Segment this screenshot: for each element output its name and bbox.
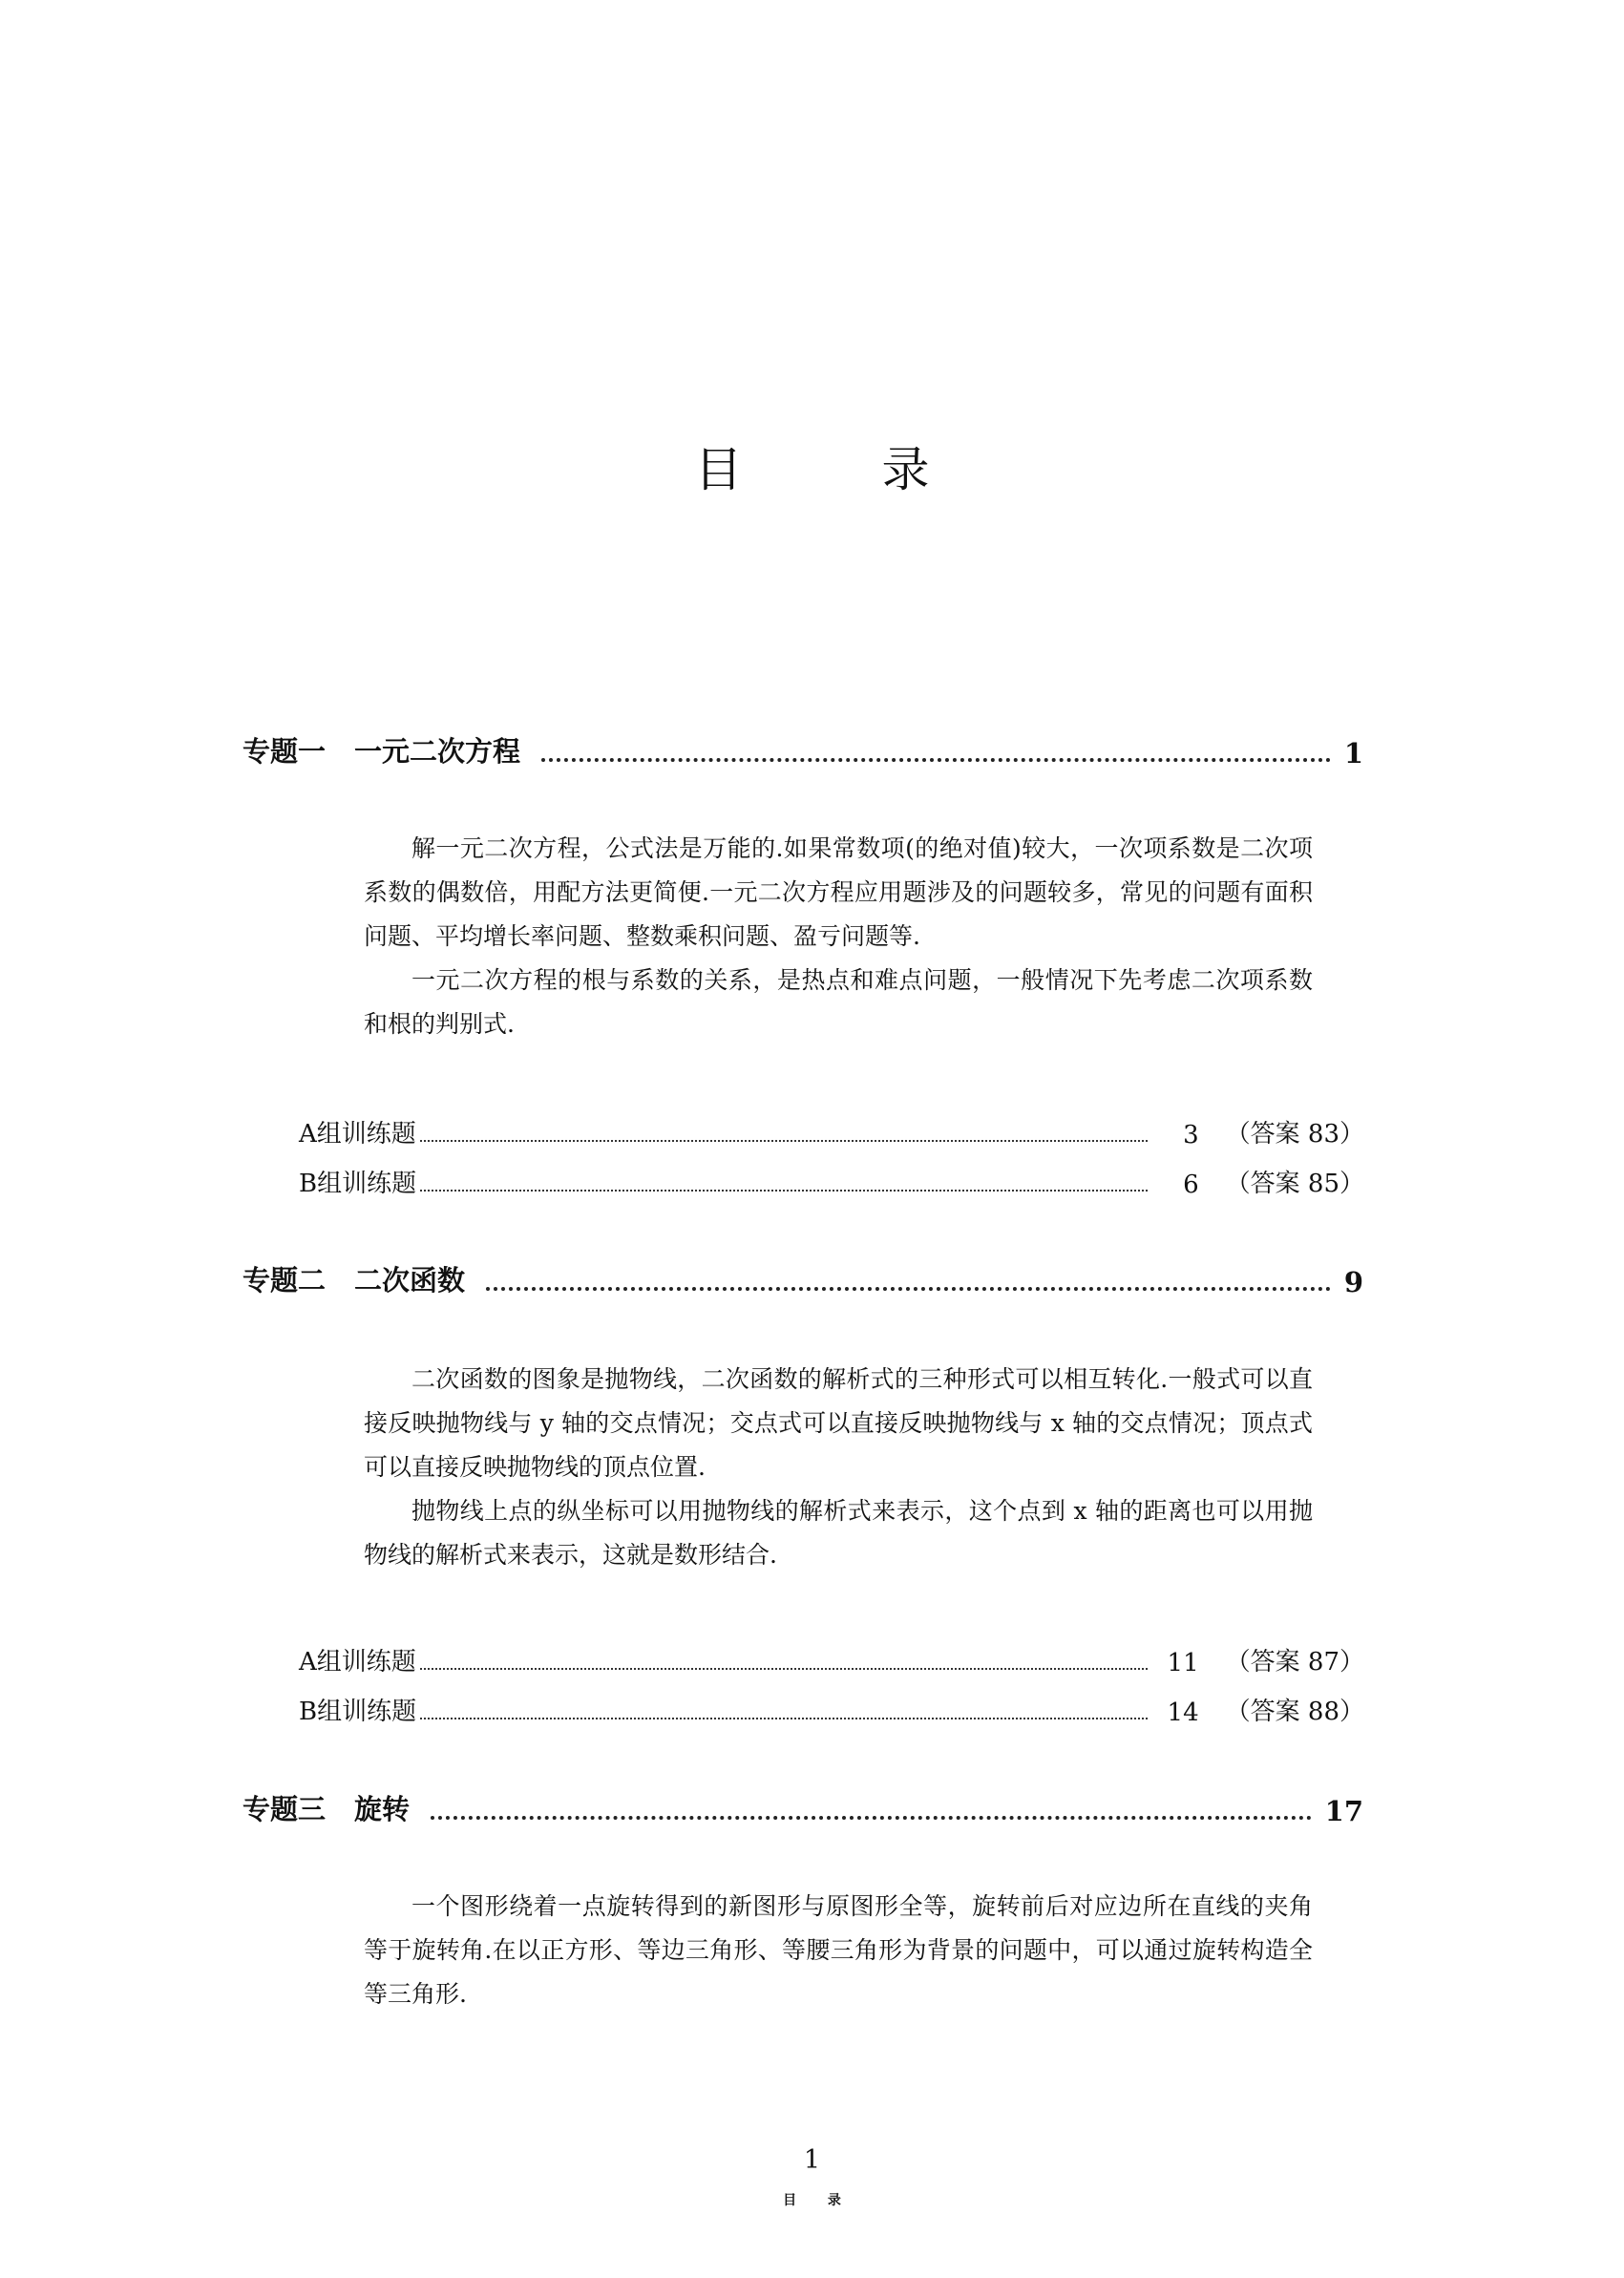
summary-paragraph: 抛物线上点的纵坐标可以用抛物线的解析式来表示，这个点到 x 轴的距离也可以用抛物线的解析式来表示，这就是数形结合. [364,1497,1313,1569]
topic-number: 专题三 [243,1793,327,1825]
toc-topic-3[interactable] [243,1785,1363,1827]
toc-section-2b[interactable] [299,1689,1364,1727]
section-page-number: 3 [1183,1121,1199,1150]
topic-page-number: 1 [1343,737,1363,770]
topic-name: 二次函数 [354,1264,466,1297]
summary-paragraph: 解一元二次方程，公式法是万能的.如果常数项(的绝对值)较大，一次项系数是二次项系数的偶数倍，用配方法更简便.一元二次方程应用题涉及的问题较多，常见的问题有面积问题、平均增长率问题、整数乘积问题、盈亏问题等. [364,834,1313,950]
dot-leader [486,1286,1331,1291]
toc-section-1a[interactable] [299,1111,1364,1150]
topic-number: 专题一 [243,735,327,768]
footer-page-number: 1 [803,2145,821,2175]
topic-1-summary [364,827,1313,1046]
section-label: A组训练题 [299,1648,416,1677]
summary-paragraph: 一个图形绕着一点旋转得到的新图形与原图形全等，旋转前后对应边所在直线的夹角等于旋转角.在以正方形、等边三角形、等腰三角形为背景的问题中，可以通过旋转构造全等三角形. [364,1892,1313,2008]
dot-leader [420,1139,1148,1142]
section-page-number: 14 [1167,1698,1199,1727]
page-title: 目 录 [694,442,976,497]
topic-number: 专题二 [243,1264,327,1297]
footer-running-title: 目 录 [783,2193,854,2208]
topic-page-number: 17 [1324,1795,1363,1827]
dot-leader [541,757,1331,762]
dot-leader [431,1815,1312,1820]
dot-leader [420,1667,1148,1670]
topic-page-number: 9 [1343,1266,1363,1298]
section-answer-page: （答案 88） [1225,1698,1364,1726]
topic-name: 一元二次方程 [354,735,521,768]
summary-paragraph: 一元二次方程的根与系数的关系，是热点和难点问题，一般情况下先考虑二次项系数和根的判别式. [364,966,1313,1038]
topic-2-summary [364,1358,1313,1577]
toc-topic-2[interactable] [243,1256,1363,1298]
section-label: A组训练题 [299,1120,416,1149]
topic-3-summary [364,1885,1313,2016]
topic-name: 旋转 [354,1793,411,1825]
dot-leader [420,1717,1148,1719]
section-answer-page: （答案 83） [1225,1120,1364,1149]
section-page-number: 6 [1183,1171,1199,1199]
section-answer-page: （答案 85） [1225,1170,1364,1198]
toc-topic-1[interactable] [243,728,1363,770]
section-page-number: 11 [1167,1649,1199,1677]
toc-section-2a[interactable] [299,1639,1364,1677]
dot-leader [420,1189,1148,1192]
section-label: B组训练题 [299,1698,417,1726]
section-answer-page: （答案 87） [1225,1648,1364,1677]
section-label: B组训练题 [299,1170,417,1198]
toc-section-1b[interactable] [299,1161,1364,1199]
summary-paragraph: 二次函数的图象是抛物线，二次函数的解析式的三种形式可以相互转化.一般式可以直接反映抛物线与 y 轴的交点情况；交点式可以直接反映抛物线与 x 轴的交点情况；顶点式可以直接反映抛物线的顶点位置. [364,1365,1313,1481]
